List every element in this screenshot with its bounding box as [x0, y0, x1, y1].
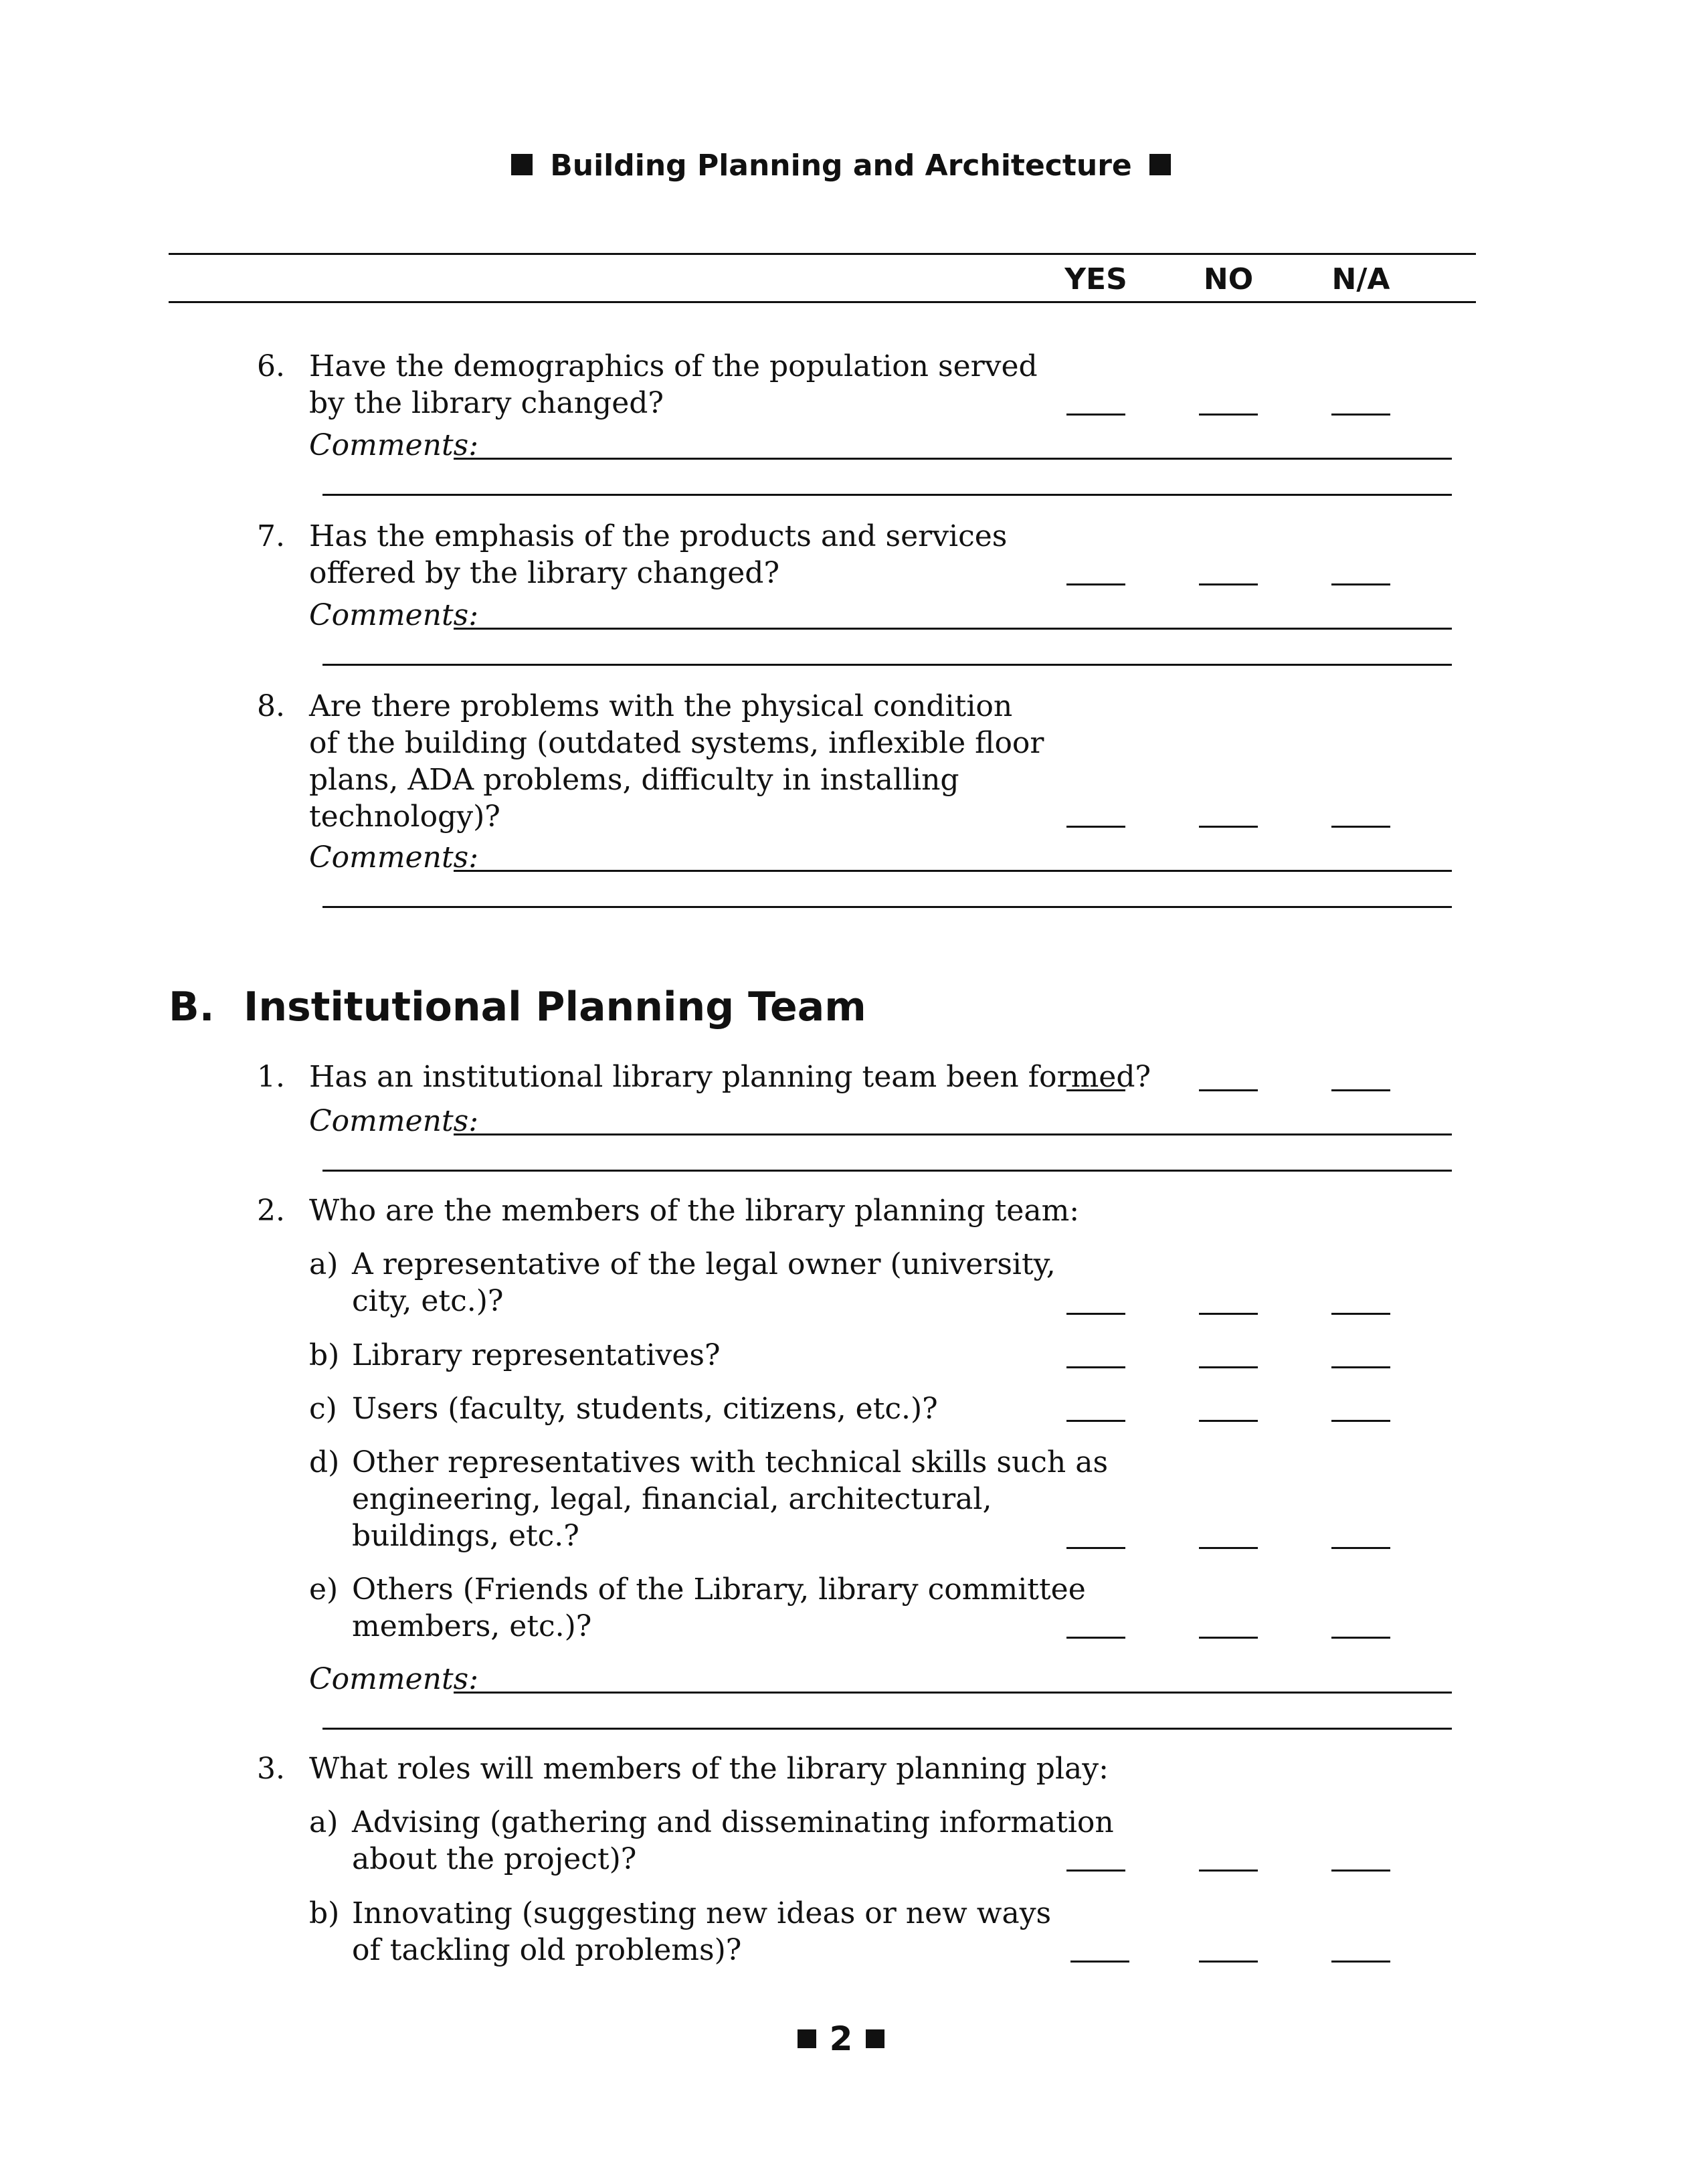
column-no-header: NO	[1203, 262, 1254, 296]
question-number: 1.	[257, 1060, 285, 1094]
subitem-text: Library representatives?	[352, 1338, 721, 1372]
question-number: 8.	[257, 689, 285, 723]
question-number: 3.	[257, 1752, 285, 1786]
comments-line[interactable]	[322, 1170, 1452, 1172]
answer-blank-yes[interactable]	[1066, 583, 1125, 585]
comments-label: Comments:	[309, 840, 479, 875]
answer-blank-na[interactable]	[1331, 826, 1390, 828]
subitem-letter: b)	[309, 1338, 340, 1372]
question-number: 7.	[257, 519, 285, 553]
comments-label: Comments:	[309, 428, 479, 462]
answer-blank-yes[interactable]	[1066, 1313, 1125, 1315]
subitem-text: Advising (gathering and disseminating information about the project)?	[352, 1805, 1114, 1876]
page-number: 2	[829, 2019, 853, 2058]
answer-blank-no[interactable]	[1199, 414, 1258, 416]
answer-blank-no[interactable]	[1199, 583, 1258, 585]
answer-blank-na[interactable]	[1331, 1313, 1390, 1315]
answer-blank-na[interactable]	[1331, 583, 1390, 585]
answer-blank-na[interactable]	[1331, 414, 1390, 416]
question-text: Who are the members of the library planning team:	[309, 1194, 1080, 1228]
answer-blank-na[interactable]	[1331, 1547, 1390, 1549]
page-folio	[0, 2019, 1682, 2058]
answer-blank-na[interactable]	[1331, 1870, 1390, 1872]
subitem-text: Innovating (suggesting new ideas or new ways of tackling old problems)?	[352, 1896, 1052, 1967]
column-yes-header: YES	[1064, 262, 1127, 296]
answer-blank-no[interactable]	[1199, 1420, 1258, 1422]
answer-blank-na[interactable]	[1331, 1089, 1390, 1091]
subitem-letter: b)	[309, 1896, 340, 1930]
answer-blank-no[interactable]	[1199, 1637, 1258, 1639]
comments-line[interactable]	[322, 494, 1452, 496]
answer-blank-yes[interactable]	[1066, 1637, 1125, 1639]
running-head	[0, 149, 1682, 183]
square-bullet-icon	[798, 2029, 816, 2048]
comments-line[interactable]	[322, 906, 1452, 908]
comments-line[interactable]	[454, 628, 1452, 630]
section-letter: B.	[169, 984, 215, 1030]
answer-blank-yes[interactable]	[1066, 1547, 1125, 1549]
subitem-letter: a)	[309, 1805, 339, 1839]
question-text: Has the emphasis of the products and services offered by the library changed?	[309, 519, 1008, 590]
running-head-text: Building Planning and Architecture	[550, 149, 1132, 183]
comments-line[interactable]	[454, 458, 1452, 460]
square-bullet-icon	[1149, 154, 1171, 175]
answer-blank-na[interactable]	[1331, 1637, 1390, 1639]
subitem-text: Others (Friends of the Library, library committee members, etc.)?	[352, 1572, 1086, 1643]
column-na-header: N/A	[1331, 262, 1390, 296]
question-number: 2.	[257, 1194, 285, 1228]
comments-line[interactable]	[454, 870, 1452, 872]
comments-line[interactable]	[322, 664, 1452, 666]
subitem-text: Other representatives with technical skills such as engineering, legal, financial, architectural, buildings, etc.?	[352, 1445, 1109, 1553]
comments-label: Comments:	[309, 1104, 479, 1138]
answer-blank-na[interactable]	[1331, 1420, 1390, 1422]
question-text: What roles will members of the library planning play:	[309, 1752, 1109, 1786]
subitem-letter: e)	[309, 1572, 339, 1607]
comments-label: Comments:	[309, 1662, 479, 1696]
question-text: Has an institutional library planning team been formed?	[309, 1060, 1151, 1094]
question-number: 6.	[257, 349, 285, 383]
answer-blank-no[interactable]	[1199, 826, 1258, 828]
comments-line[interactable]	[322, 1728, 1452, 1730]
square-bullet-icon	[866, 2029, 884, 2048]
answer-blank-no[interactable]	[1199, 1366, 1258, 1368]
answer-blank-yes[interactable]	[1066, 1870, 1125, 1872]
subitem-text: A representative of the legal owner (university, city, etc.)?	[352, 1247, 1056, 1318]
question-text: Are there problems with the physical condition of the building (outdated systems, inflexible floor plans, ADA problems, difficulty in installing technology)?	[309, 689, 1044, 834]
answer-blank-yes[interactable]	[1066, 826, 1125, 828]
comments-line[interactable]	[454, 1692, 1452, 1694]
subitem-letter: d)	[309, 1445, 340, 1479]
answer-blank-na[interactable]	[1331, 1961, 1390, 1963]
header-top-rule	[169, 253, 1476, 255]
comments-line[interactable]	[454, 1133, 1452, 1135]
answer-blank-no[interactable]	[1199, 1547, 1258, 1549]
header-bottom-rule	[169, 301, 1476, 303]
answer-blank-yes[interactable]	[1066, 1089, 1125, 1091]
answer-blank-no[interactable]	[1199, 1313, 1258, 1315]
section-title: Institutional Planning Team	[244, 984, 866, 1030]
question-text: Have the demographics of the population served by the library changed?	[309, 349, 1038, 420]
subitem-letter: a)	[309, 1247, 339, 1281]
subitem-letter: c)	[309, 1392, 337, 1426]
answer-blank-yes[interactable]	[1066, 1366, 1125, 1368]
square-bullet-icon	[511, 154, 533, 175]
answer-blank-na[interactable]	[1331, 1366, 1390, 1368]
answer-blank-yes[interactable]	[1066, 1420, 1125, 1422]
answer-blank-no[interactable]	[1199, 1089, 1258, 1091]
answer-blank-yes[interactable]	[1070, 1961, 1129, 1963]
subitem-text: Users (faculty, students, citizens, etc.)?	[352, 1392, 938, 1426]
answer-blank-no[interactable]	[1199, 1870, 1258, 1872]
comments-label: Comments:	[309, 598, 479, 632]
answer-blank-yes[interactable]	[1066, 414, 1125, 416]
answer-blank-no[interactable]	[1199, 1961, 1258, 1963]
